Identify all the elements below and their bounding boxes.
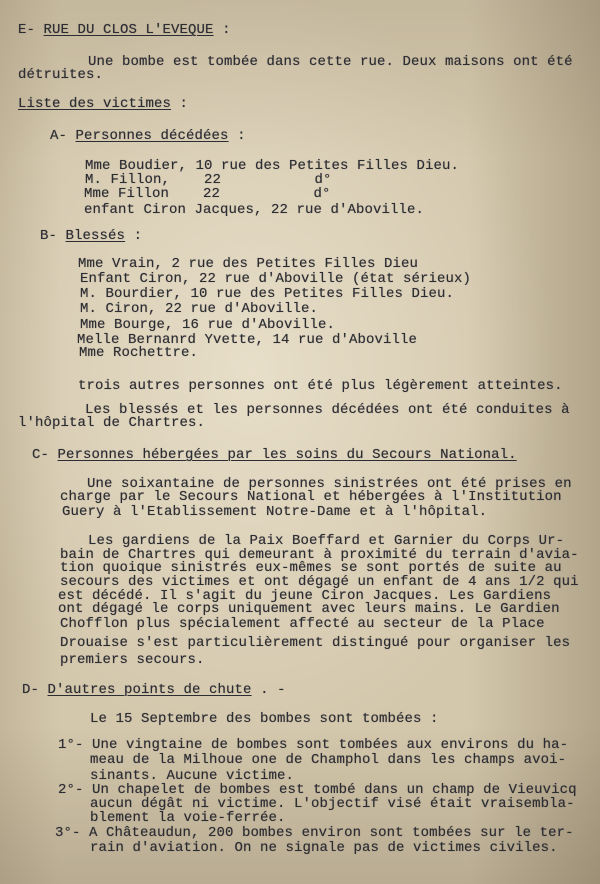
minor-injuries-line: trois autres personnes ont été plus légèrement atteintes. [78, 378, 563, 394]
section-d-intro: Le 15 Septembre des bombes sont tombées : [90, 711, 439, 727]
section-c-heading-text: Personnes hébergées par les soins du Secours National. [57, 447, 517, 463]
item-number: 2°- [58, 782, 84, 798]
injured-entry: Enfant Ciron, 22 rue d'Aboville (état sérieux) [80, 271, 472, 287]
item-line: blement la voie-ferrée. [90, 810, 286, 826]
injured-heading-text: Blessés [65, 228, 126, 244]
intro-line: détruites. [18, 67, 104, 83]
injured-heading [40, 228, 142, 244]
injured-entry: Mme Bourge, 16 rue d'Aboville. [80, 317, 336, 333]
paragraph-line: tion quoique sinistrés eux-mêmes se sont portés de suite au [60, 560, 562, 576]
intro-line: Une bombe est tombée dans cette rue. Deux maisons ont été [88, 54, 573, 70]
item-first-line [58, 737, 568, 753]
paragraph-line: charge par le Secours National et hébergées à l'Institution [60, 489, 562, 505]
item-number: 3°- [55, 825, 81, 841]
heading-suffix: . - [260, 682, 286, 698]
item-first-line [55, 825, 574, 841]
injured-entry: Mme Rochettre. [79, 345, 199, 361]
item-text: Une vingtaine de bombes sont tombées aux environs du ha- [92, 737, 569, 753]
paragraph-line: secours des victimes et ont dégagé un enfant de 4 ans 1/2 qui [60, 574, 579, 590]
paragraph-line: Drouaise s'est particulièrement distingué pour organiser les [60, 635, 571, 651]
deceased-heading-text: Personnes décédées [75, 128, 229, 144]
deceased-entry: Mme Boudier, 10 rue des Petites Filles Dieu. [85, 158, 460, 174]
section-e-title: RUE DU CLOS L'EVEQUE [43, 22, 214, 38]
section-letter: D- [22, 682, 40, 698]
section-c-heading [32, 447, 517, 463]
item-text: A Châteaudun, 200 bombes environ sont tombées sur le ter- [89, 825, 574, 841]
deceased-entry: M. Fillon, 22 d° [85, 172, 332, 188]
item-line: aucun dégât ni victime. L'objectif visé était vraisembla- [90, 796, 575, 812]
paragraph-line: est décédé. Il s'agit du jeune Ciron Jacques. Les Gardiens [58, 588, 552, 604]
section-letter: C- [32, 447, 50, 463]
deceased-entry: Mme Fillon 22 d° [84, 186, 331, 202]
item-text: Un chapelet de bombes est tombé dans un champ de Vieuvicq [92, 782, 577, 798]
transport-line: l'hôpital de Chartres. [18, 415, 206, 431]
paragraph-line: premiers secours. [60, 652, 205, 668]
paragraph-line: Les gardiens de la Paix Boeffard et Garnier du Corps Ur- [88, 533, 565, 549]
paragraph-line: Guery à l'Etablissement Notre-Dame et à l'hôpital. [62, 504, 488, 520]
injured-entry: Melle Bernanrd Yvette, 14 rue d'Aboville [77, 332, 418, 348]
paragraph-line: bain de Chartres qui demeurant à proximité du terrain d'avia- [60, 547, 579, 563]
section-e-heading [18, 22, 231, 38]
item-number: 1°- [58, 737, 84, 753]
injured-entry: M. Bourdier, 10 rue des Petites Filles Dieu. [80, 286, 455, 302]
section-letter: A- [50, 128, 68, 144]
paragraph-line: Une soixantaine de personnes sinistrées ont été prises en [87, 476, 572, 492]
victims-heading-text: Liste des victimes [18, 96, 172, 112]
heading-colon: : [237, 128, 246, 144]
item-line: rain d'aviation. On ne signale pas de victimes civiles. [90, 840, 558, 856]
deceased-entry: enfant Ciron Jacques, 22 rue d'Aboville. [84, 202, 425, 218]
paragraph-line: Chofflon plus spécialement affecté au secteur de la Place [60, 616, 545, 632]
section-letter: B- [40, 228, 58, 244]
heading-colon: : [222, 22, 231, 38]
section-d-heading-text: D'autres points de chute [47, 682, 252, 698]
section-d-heading [22, 682, 286, 698]
heading-colon: : [179, 96, 189, 112]
deceased-heading [50, 128, 246, 144]
heading-colon: : [133, 228, 143, 244]
item-line: sinants. Aucune victime. [90, 768, 295, 784]
section-letter: E- [18, 22, 36, 38]
transport-line: Les blessés et les personnes décédées ont été conduites à [85, 402, 570, 418]
injured-entry: Mme Vrain, 2 rue des Petites Filles Dieu [78, 256, 419, 272]
paragraph-line: ont dégagé le corps uniquement avec leurs mains. Le Gardien [58, 601, 560, 617]
injured-entry: M. Ciron, 22 rue d'Aboville. [80, 301, 319, 317]
item-line: meau de la Milhoue one de Champhol dans les champs avoi- [90, 752, 567, 768]
victims-heading [18, 96, 188, 112]
